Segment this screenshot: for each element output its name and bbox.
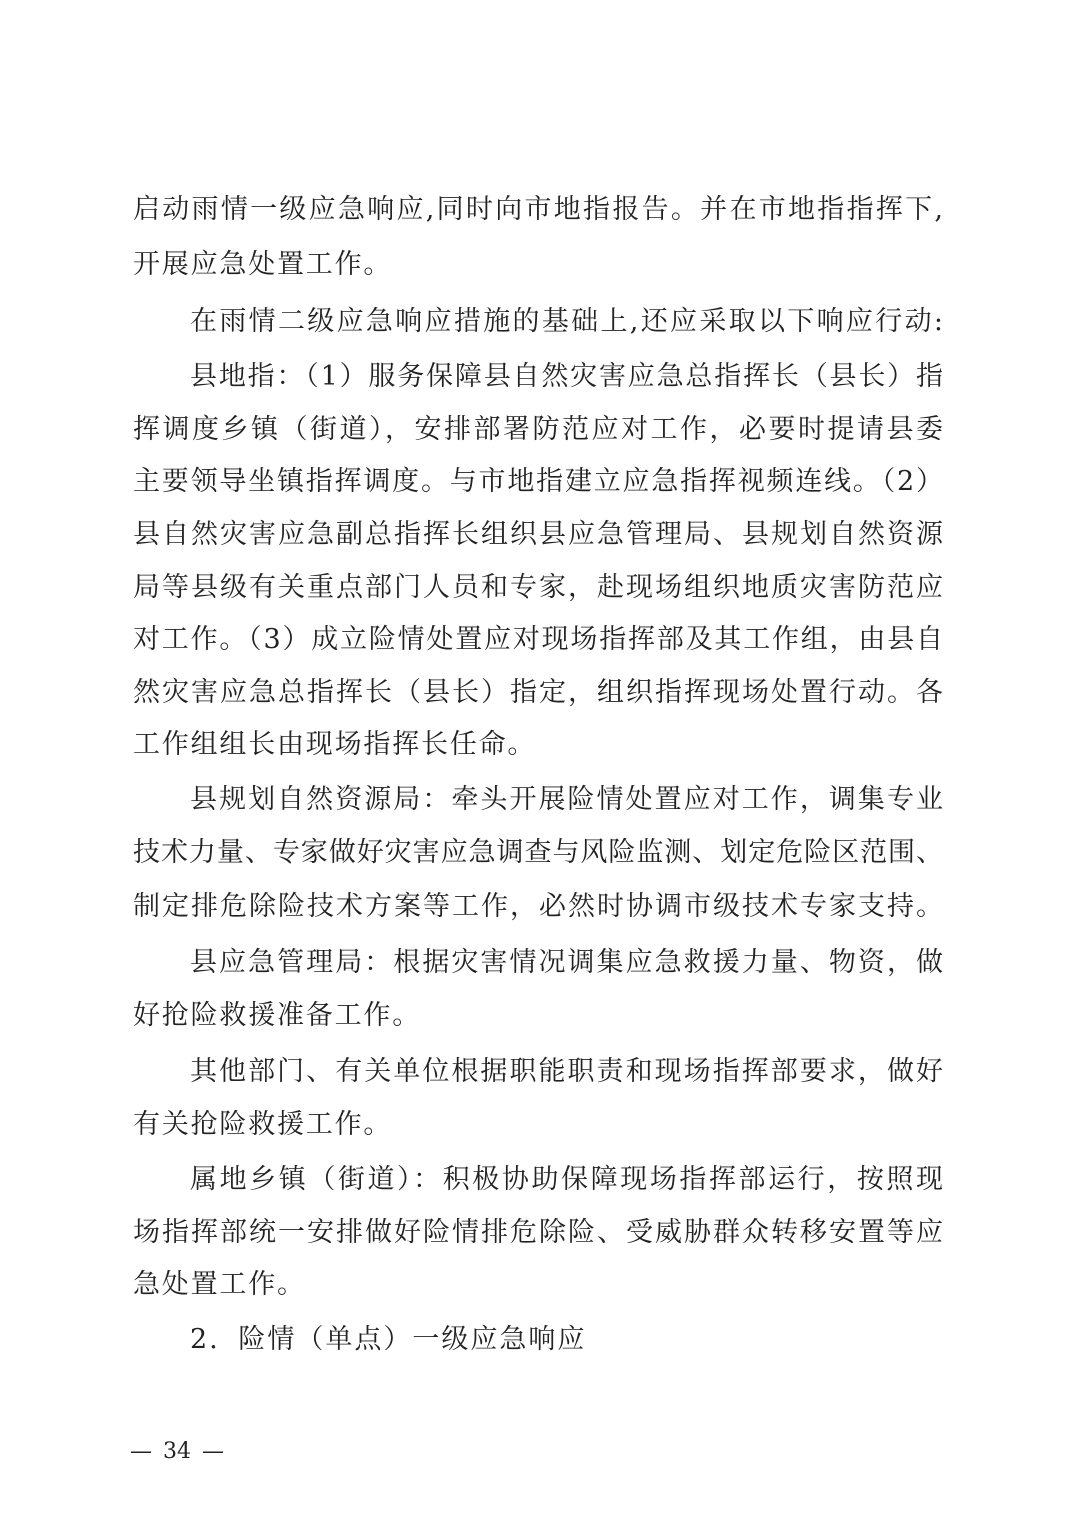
text-line: 县规划自然资源局：牵头开展险情处置应对工作，调集专业 <box>190 784 943 815</box>
text-line: 县地指：（1）服务保障县自然灾害应急总指挥长（县长）指 <box>190 361 943 392</box>
section-heading-text: 2. 险情（单点）一级应急响应 <box>190 1324 587 1355</box>
text-line: 对工作。（3）成立险情处置应对现场指挥部及其工作组，由县自 <box>133 624 943 655</box>
text-line: 场指挥部统一安排做好险情排危除险、受威胁群众转移安置等应 <box>133 1217 943 1248</box>
text-line: 启动雨情一级应急响应,同时向市地指报告。并在市地指指挥下, <box>133 194 943 225</box>
text-line: 开展应急处置工作。 <box>133 249 393 280</box>
text-line: 工作组组长由现场指挥长任命。 <box>133 729 537 760</box>
text-line: 然灾害应急总指挥长（县长）指定，组织指挥现场处置行动。各 <box>133 677 943 708</box>
text-line: 属地乡镇（街道）：积极协助保障现场指挥部运行，按照现 <box>190 1164 943 1195</box>
text-line: 其他部门、有关单位根据职能职责和现场指挥部要求，做好 <box>190 1056 943 1087</box>
text-line: 局等县级有关重点部门人员和专家，赴现场组织地质灾害防范应 <box>133 572 943 603</box>
text-line: 在雨情二级应急响应措施的基础上,还应采取以下响应行动: <box>190 306 943 337</box>
text-line: 主要领导坐镇指挥调度。与市地指建立应急指挥视频连线。（2） <box>133 466 943 497</box>
text-line: 县应急管理局：根据灾害情况调集应急救援力量、物资，做 <box>190 947 943 978</box>
text-line: 技术力量、专家做好灾害应急调查与风险监测、划定危险区范围、 <box>133 837 943 868</box>
text-line: 有关抢险救援工作。 <box>133 1109 393 1140</box>
page-number: — 34 — <box>130 1439 224 1464</box>
text-line: 急处置工作。 <box>133 1269 306 1300</box>
text-line: 挥调度乡镇（街道），安排部署防范应对工作，必要时提请县委 <box>133 414 943 445</box>
text-line: 县自然灾害应急副总指挥长组织县应急管理局、县规划自然资源 <box>133 519 943 550</box>
text-line: 好抢险救援准备工作。 <box>133 1000 421 1031</box>
text-line: 制定排危除险技术方案等工作，必然时协调市级技术专家支持。 <box>133 891 943 922</box>
